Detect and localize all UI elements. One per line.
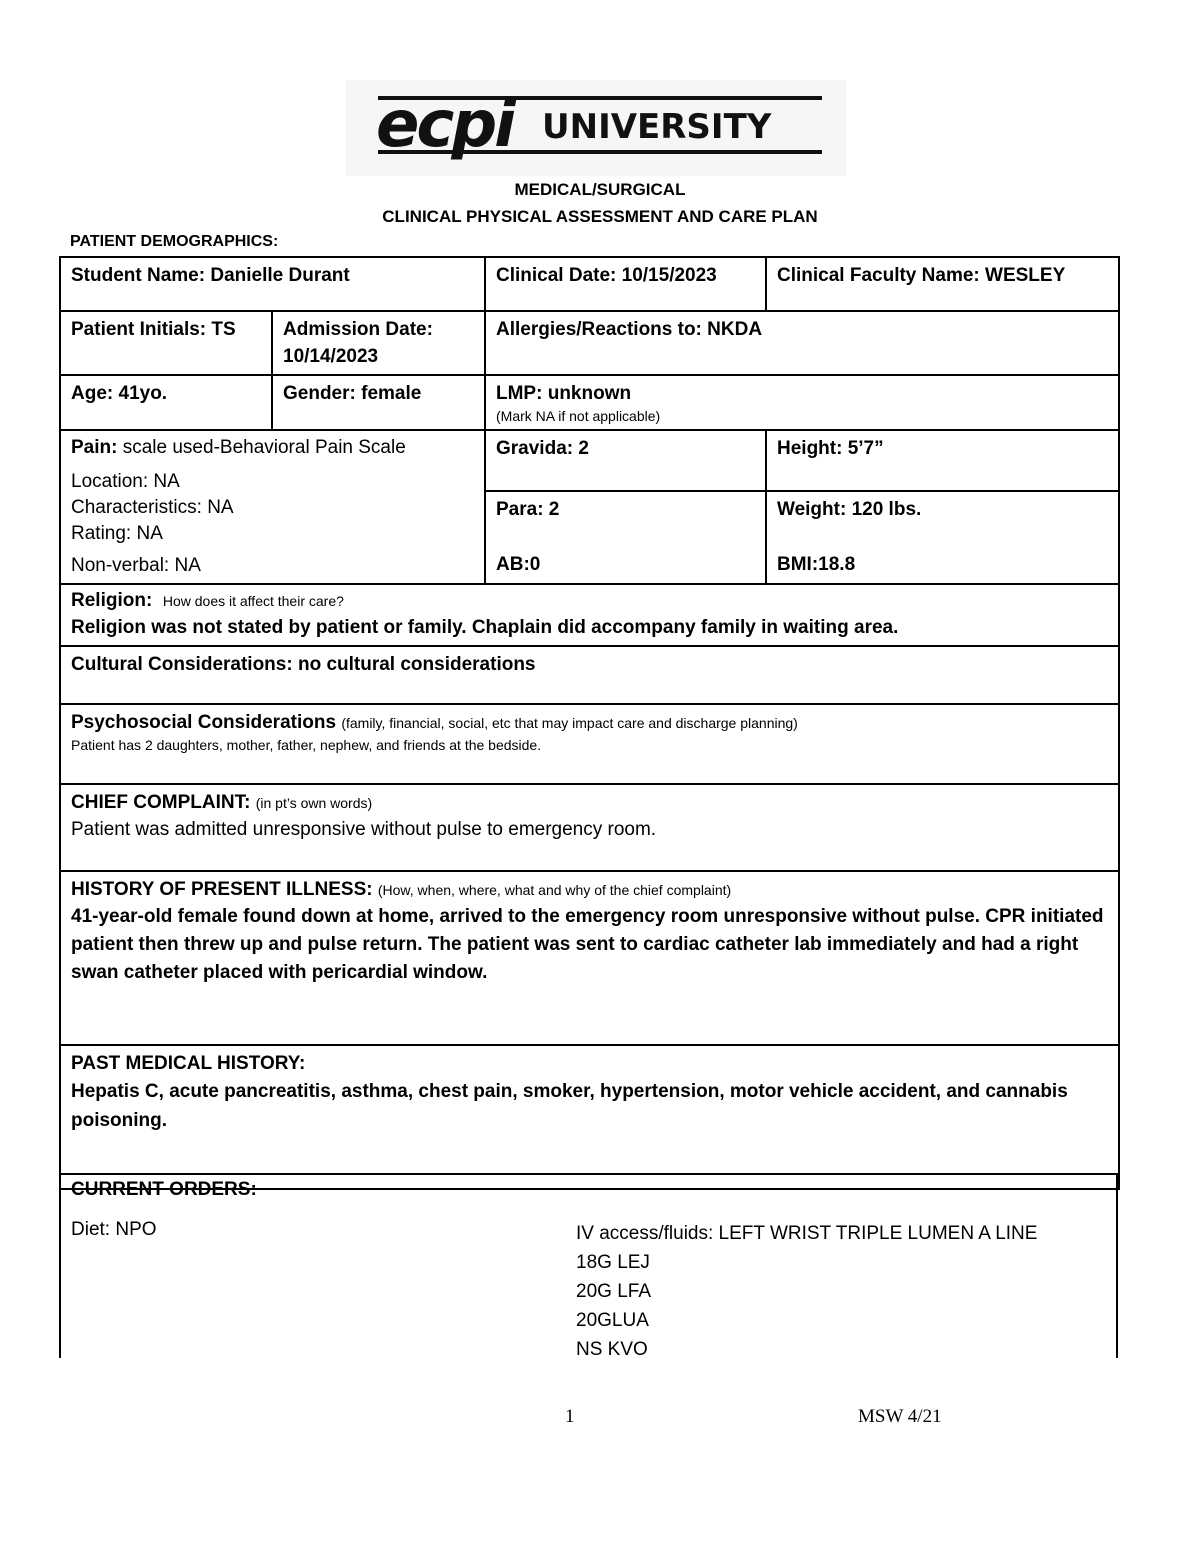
- cultural-considerations-field: Cultural Considerations: no cultural considerations: [60, 646, 1119, 704]
- iv-line: IV access/fluids: LEFT WRIST TRIPLE LUMEN A LINE: [576, 1223, 1038, 1244]
- lmp-note: (Mark NA if not applicable): [496, 408, 661, 424]
- iv-line: 18G LEJ: [576, 1252, 650, 1273]
- religion-field: [60, 584, 1119, 646]
- psychosocial-field: [60, 704, 1119, 784]
- current-orders-section: [59, 1173, 1118, 1358]
- hpi-prompt: (How, when, where, what and why of the chief complaint): [377, 882, 732, 898]
- ab-value: AB:0: [496, 554, 541, 576]
- religion-label: Religion:: [71, 590, 153, 611]
- admission-date-label: Admission Date:: [283, 319, 433, 340]
- psychosocial-label: Psychosocial Considerations: [71, 712, 337, 733]
- lmp-value: LMP: unknown: [496, 383, 632, 404]
- page-number: 1: [565, 1406, 575, 1427]
- weight-bmi-field: [766, 491, 1119, 584]
- admission-date-value: 10/14/2023: [283, 346, 379, 367]
- iv-access-orders: [576, 1219, 1037, 1364]
- chief-complaint-value: Patient was admitted unresponsive without pulse to emergency room.: [71, 819, 657, 840]
- allergies-field: Allergies/Reactions to: NKDA: [485, 311, 1119, 375]
- diet-order: Diet: NPO: [71, 1219, 157, 1240]
- lmp-field: [485, 375, 1119, 430]
- ecpi-university-logo: [346, 80, 846, 176]
- form-title-line2: CLINICAL PHYSICAL ASSESSMENT AND CARE PLAN: [382, 207, 818, 226]
- pain-characteristics: Characteristics: NA: [71, 497, 234, 518]
- gender-field: Gender: female: [272, 375, 485, 430]
- bmi-value: BMI:18.8: [777, 554, 856, 576]
- pain-scale: scale used-Behavioral Pain Scale: [117, 437, 406, 458]
- para-value: Para: 2: [496, 499, 560, 521]
- chief-complaint-label: CHIEF COMPLAINT:: [71, 792, 251, 813]
- pmh-label: PAST MEDICAL HISTORY:: [71, 1053, 306, 1074]
- pmh-value: Hepatis C, acute pancreatitis, asthma, chest pain, smoker, hypertension, motor vehicle accident, and cannabis poisoning.: [71, 1081, 1068, 1131]
- chief-complaint-field: [60, 784, 1119, 871]
- chief-complaint-prompt: (in pt’s own words): [255, 795, 373, 811]
- pain-nonverbal: Non-verbal: NA: [71, 555, 201, 576]
- hpi-label: HISTORY OF PRESENT ILLNESS:: [71, 879, 373, 900]
- gravida-field: Gravida: 2: [485, 430, 766, 491]
- form-title-line1: MEDICAL/SURGICAL: [514, 180, 686, 199]
- logo-university: UNIVERSITY: [542, 107, 772, 147]
- iv-line: NS KVO: [576, 1339, 648, 1360]
- hpi-field: [60, 871, 1119, 1045]
- psychosocial-value: Patient has 2 daughters, mother, father, nephew, and friends at the bedside.: [71, 737, 542, 753]
- patient-initials-field: Patient Initials: TS: [60, 311, 272, 375]
- assessment-form: [59, 256, 1120, 1190]
- past-medical-history-field: [60, 1045, 1119, 1189]
- hpi-value: 41-year-old female found down at home, arrived to the emergency room unresponsive without pulse. CPR initiated patient then threw up and pulse return. The patient was sent to cardiac catheter lab immediately and had a right swan catheter placed with pericardial window.: [71, 906, 1104, 983]
- iv-line: 20G LFA: [576, 1281, 651, 1302]
- patient-demographics-label: PATIENT DEMOGRAPHICS:: [70, 233, 279, 250]
- religion-value: Religion was not stated by patient or family. Chaplain did accompany family in waiting area.: [71, 617, 899, 638]
- pain-rating: Rating: NA: [71, 523, 163, 544]
- clinical-date-field: Clinical Date: 10/15/2023: [485, 257, 766, 311]
- age-field: Age: 41yo.: [60, 375, 272, 430]
- clinical-faculty-field: Clinical Faculty Name: WESLEY: [766, 257, 1119, 311]
- height-field: Height: 5’7”: [766, 430, 1119, 491]
- pain-field: [60, 430, 485, 584]
- pain-location: Location: NA: [71, 471, 180, 492]
- admission-date-field: [272, 311, 485, 375]
- iv-line: 20GLUA: [576, 1310, 649, 1331]
- psychosocial-prompt: (family, financial, social, etc that may impact care and discharge planning): [341, 715, 798, 731]
- form-version: MSW 4/21: [858, 1406, 942, 1427]
- student-name-field: Student Name: Danielle Durant: [60, 257, 485, 311]
- para-ab-field: [485, 491, 766, 584]
- logo-brand: ecpi: [376, 88, 514, 162]
- weight-value: Weight: 120 lbs.: [777, 499, 922, 521]
- pain-label: Pain:: [71, 437, 118, 458]
- current-orders-label: CURRENT ORDERS:: [71, 1179, 257, 1200]
- religion-prompt: How does it affect their care?: [162, 593, 344, 609]
